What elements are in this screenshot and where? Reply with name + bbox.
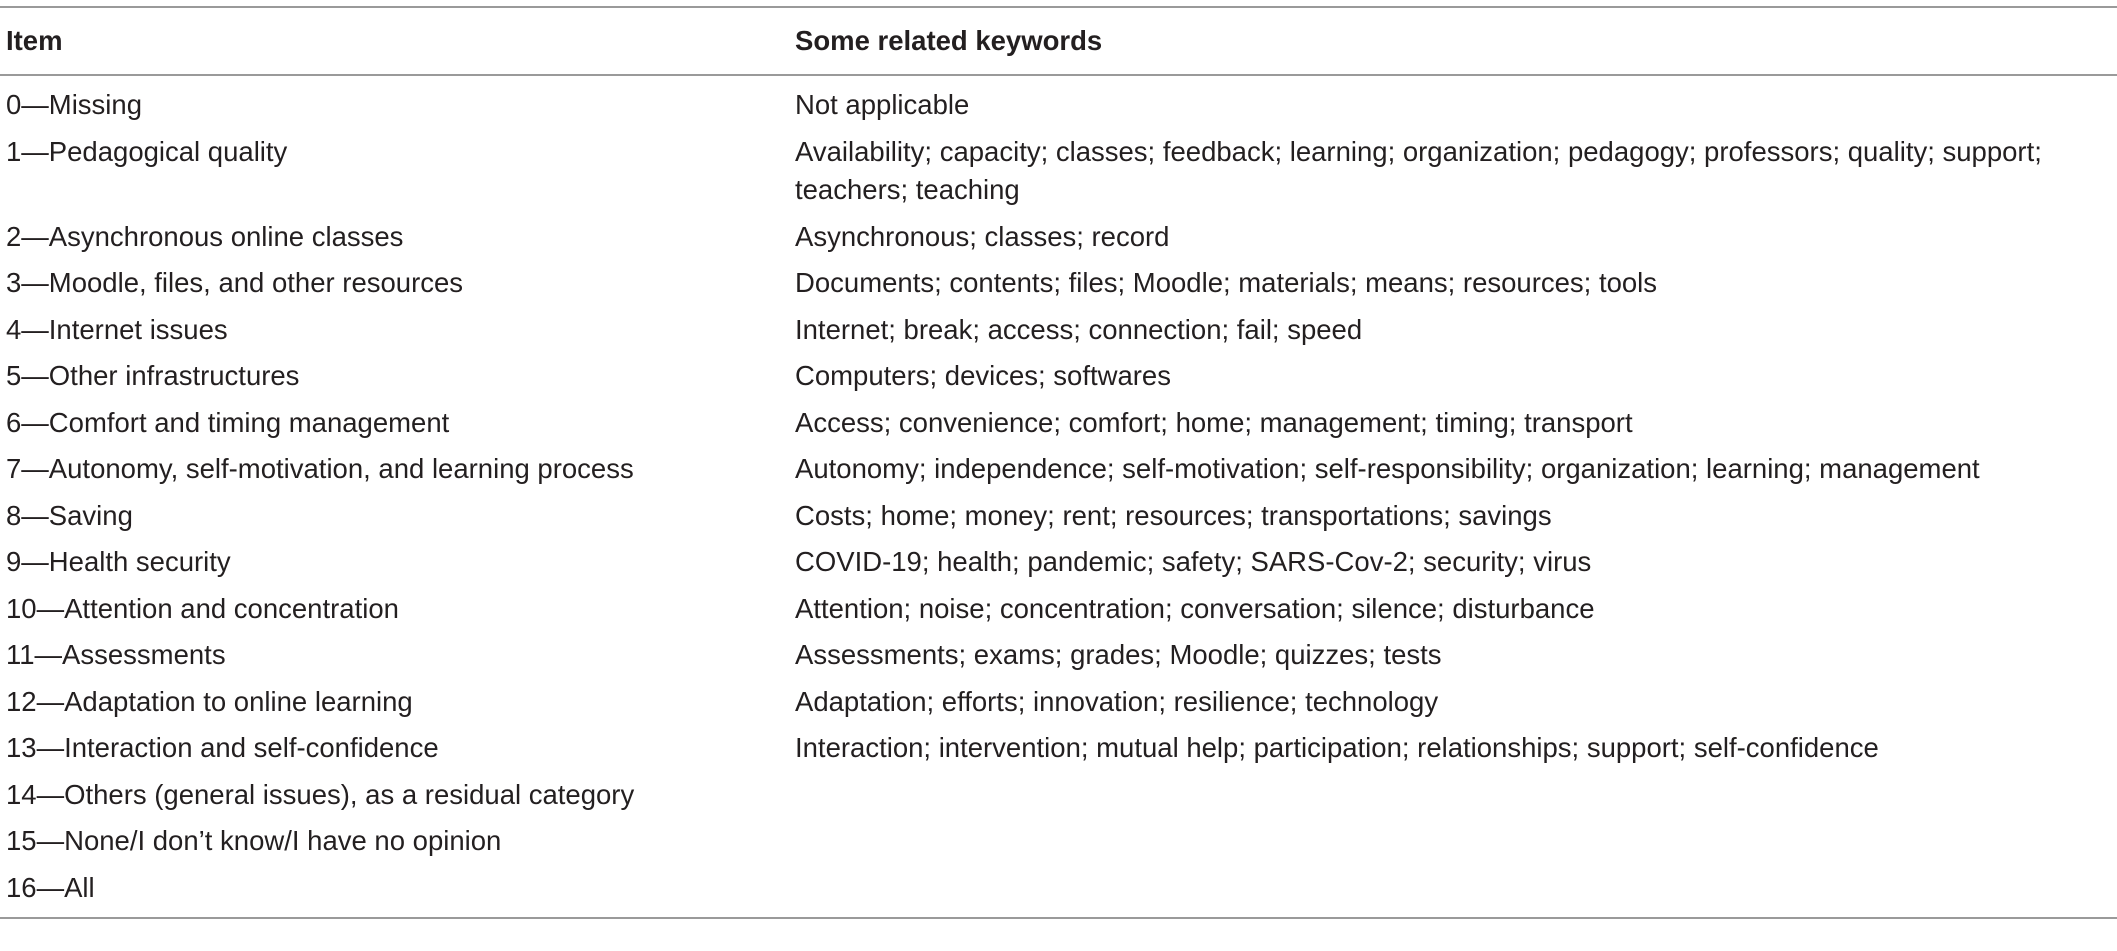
- item-cell: 0—Missing: [6, 89, 143, 120]
- item-cell: 14—Others (general issues), as a residual category: [6, 778, 635, 810]
- column-header-item: Item: [6, 25, 63, 56]
- keywords-cell: Adaptation; efforts; innovation; resilience; technology: [795, 685, 1439, 717]
- keywords-cell: Not applicable: [795, 89, 970, 120]
- table-row: [0, 818, 2117, 865]
- item-cell: 1—Pedagogical quality: [6, 135, 288, 167]
- item-cell: 11—Assessments: [6, 639, 226, 670]
- table-row: [0, 539, 2117, 586]
- keywords-cell: COVID-19; health; pandemic; safety; SARS-Cov-2; security; virus: [795, 546, 1592, 577]
- keywords-cell: [795, 772, 2117, 819]
- item-cell: 9—Health security: [6, 546, 231, 577]
- keywords-cell: Documents; contents; files; Moodle; materials; means; resources; tools: [795, 267, 1658, 298]
- table-row: [0, 214, 2117, 261]
- column-header-keywords: Some related keywords: [795, 25, 1103, 56]
- item-cell: 8—Saving: [6, 499, 133, 531]
- keywords-cell: Internet; break; access; connection; fail; speed: [795, 313, 1363, 345]
- table-row: [0, 865, 2117, 919]
- table-row: [0, 586, 2117, 633]
- item-cell: 7—Autonomy, self-motivation, and learning process: [6, 453, 634, 484]
- keywords-cell: Autonomy; independence; self-motivation; self-responsibility; organization; learning; management: [795, 453, 1980, 484]
- table-header: [0, 7, 2117, 75]
- table-row: [0, 493, 2117, 540]
- table-row: [0, 260, 2117, 307]
- item-cell: 4—Internet issues: [6, 313, 228, 345]
- keywords-cell: Assessments; exams; grades; Moodle; quizzes; tests: [795, 639, 1442, 670]
- keywords-cell: Computers; devices; softwares: [795, 360, 1171, 391]
- keywords-cell: Attention; noise; concentration; conversation; silence; disturbance: [795, 592, 1595, 624]
- item-cell: 15—None/I don’t know/I have no opinion: [6, 825, 502, 856]
- item-cell: 10—Attention and concentration: [6, 592, 399, 624]
- keywords-cell: Interaction; intervention; mutual help; participation; relationships; support; self-confidence: [795, 732, 1879, 763]
- table-row: [0, 772, 2117, 819]
- keywords-cell: Availability; capacity; classes; feedback; learning; organization; pedagogy; professors; quality; support; teachers; teaching: [795, 135, 2042, 205]
- item-cell: 13—Interaction and self-confidence: [6, 732, 439, 763]
- item-cell: 2—Asynchronous online classes: [6, 220, 404, 252]
- table-body: [0, 75, 2117, 918]
- table-row: [0, 632, 2117, 679]
- table-header-row: [0, 7, 2117, 75]
- keywords-cell: [795, 865, 2117, 919]
- item-cell: 3—Moodle, files, and other resources: [6, 267, 464, 298]
- table-row: [0, 353, 2117, 400]
- keywords-cell: [795, 818, 2117, 865]
- table-row: [0, 446, 2117, 493]
- table-row: [0, 725, 2117, 772]
- keywords-cell: Costs; home; money; rent; resources; transportations; savings: [795, 499, 1552, 531]
- item-cell: 12—Adaptation to online learning: [6, 685, 413, 717]
- table-row: [0, 307, 2117, 354]
- item-cell: 5—Other infrastructures: [6, 360, 300, 391]
- keywords-table: [0, 6, 2117, 919]
- table-row: [0, 679, 2117, 726]
- table-row: [0, 400, 2117, 447]
- keywords-table-container: [0, 6, 2117, 919]
- table-row: [0, 75, 2117, 129]
- keywords-cell: Access; convenience; comfort; home; management; timing; transport: [795, 406, 1633, 438]
- table-row: [0, 129, 2117, 214]
- item-cell: 16—All: [6, 871, 95, 903]
- keywords-cell: Asynchronous; classes; record: [795, 220, 1170, 252]
- item-cell: 6—Comfort and timing management: [6, 406, 450, 438]
